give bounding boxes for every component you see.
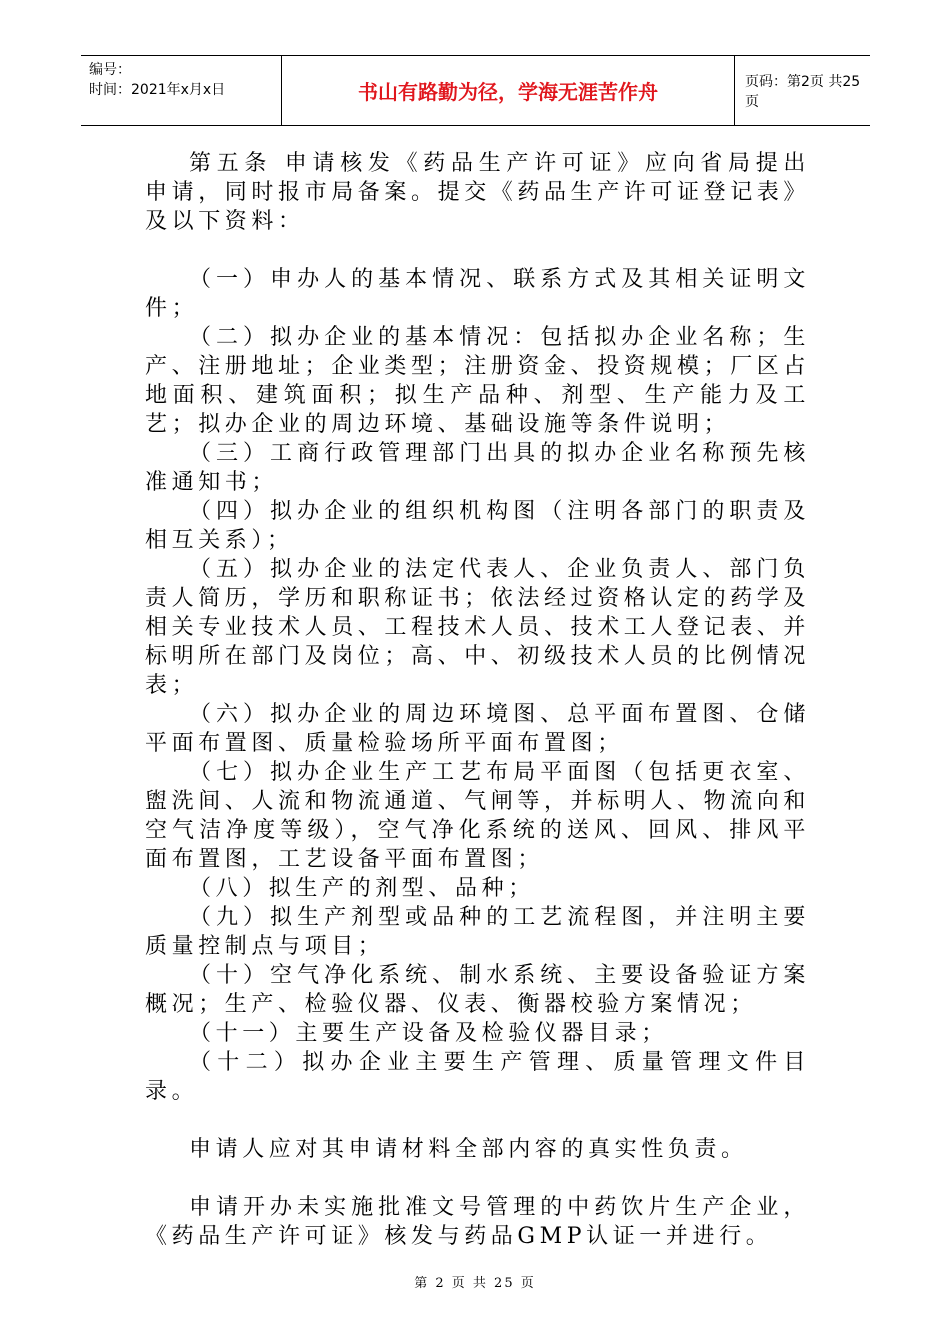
responsibility-paragraph: 申请人应对其申请材料全部内容的真实性负责。 [189, 1137, 748, 1162]
list-item: （八）拟生产的剂型、品种； [189, 876, 535, 901]
list-item: （六）拟办企业的周边环境图、总平面布置图、仓储平面布置图、质量检验场所平面布置图； [145, 702, 810, 756]
page-header [81, 55, 870, 126]
header-motto: 书山有路勤为径，学海无涯苦作舟 [281, 56, 735, 125]
header-meta [81, 56, 281, 125]
header-page-info: 页码：第2页 共25页 [745, 73, 861, 110]
list-item: （十二）拟办企业主要生产管理、质量管理文件目录。 [145, 1050, 810, 1104]
article-paragraph: 第五条 申请核发《药品生产许可证》应向省局提出申请，同时报市局备案。提交《药品生产许可证登记表》及以下资料： [145, 151, 811, 234]
list-item: （三）工商行政管理部门出具的拟办企业名称预先核准通知书； [145, 441, 810, 495]
page-footer: 第 2 页 共 25 页 [414, 1276, 536, 1291]
list-item: （二）拟办企业的基本情况：包括拟办企业名称；生产、注册地址；企业类型；注册资金、投资规模；厂区占地面积、建筑面积；拟生产品种、剂型、生产能力及工艺；拟办企业的周边环境、基础设施等条件说明； [145, 325, 811, 437]
list-item: （一）申办人的基本情况、联系方式及其相关证明文件； [145, 267, 810, 321]
list-item: （九）拟生产剂型或品种的工艺流程图，并注明主要质量控制点与项目； [145, 905, 810, 959]
list-item: （七）拟办企业生产工艺布局平面图（包括更衣室、盥洗间、人流和物流通道、气闸等，并标明人、物流向和空气洁净度等级），空气净化系统的送风、回风、排风平面布置图，工艺设备平面布置图； [145, 760, 811, 872]
document-time-label: 时间：2021年x月x日 [89, 82, 226, 98]
list-item: （十）空气净化系统、制水系统、主要设备验证方案概况；生产、检验仪器、仪表、衡器校验方案情况； [145, 963, 810, 1017]
document-number-label: 编号： [89, 62, 131, 78]
list-item: （五）拟办企业的法定代表人、企业负责人、部门负责人简历，学历和职称证书；依法经过资格认定的药学及相关专业技术人员、工程技术人员、技术工人登记表、并标明所在部门及岗位；高、中、初级技术人员的比例情况表； [145, 557, 811, 698]
list-item: （十一）主要生产设备及检验仪器目录； [189, 1021, 668, 1046]
document-body [145, 149, 810, 1251]
list-item: （四）拟办企业的组织机构图（注明各部门的职责及相互关系）； [145, 499, 810, 553]
closing-paragraph: 申请开办未实施批准文号管理的中药饮片生产企业，《药品生产许可证》核发与药品GMP认证一并进行。 [145, 1195, 810, 1249]
